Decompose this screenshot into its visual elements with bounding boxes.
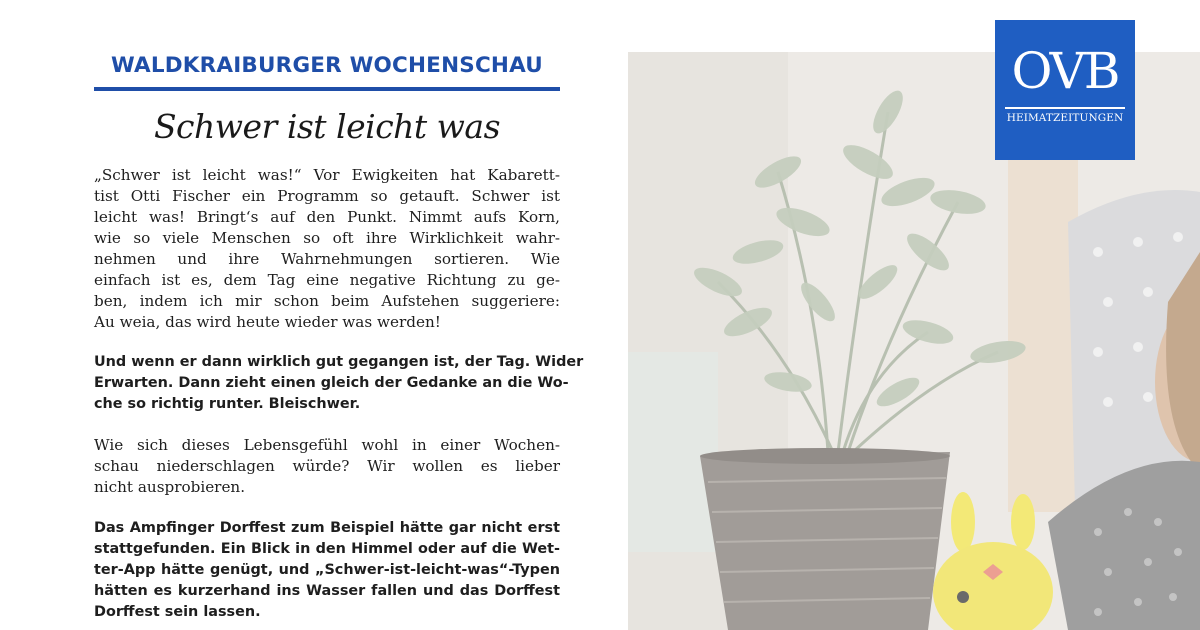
logo-subtitle: HEIMATZEITUNGEN — [1006, 112, 1124, 124]
text-line: nehmen und ihre Wahrnehmungen sortieren. Wie — [94, 250, 560, 268]
text-line: „Schwer ist leicht was!“ Vor Ewigkeiten hat Kabarett- — [94, 166, 560, 184]
text-line: wie so viele Menschen so oft ihre Wirklichkeit wahr- — [94, 229, 560, 247]
text-line: nicht ausprobieren. — [94, 478, 246, 496]
text-line: leicht was! Bringt‘s auf den Punkt. Nimmt aufs Korn, — [94, 208, 560, 226]
article-headline: Schwer ist leicht was — [153, 107, 501, 146]
text-line: Wie sich dieses Lebensgefühl wohl in einer Wochen- — [94, 436, 560, 454]
text-line: Erwarten. Dann zieht einen gleich der Gedanke an die Wo- — [94, 375, 569, 391]
ovb-logo — [995, 20, 1135, 160]
text-line: hätten es kurzerhand ins Wasser fallen und das Dorffest — [94, 583, 560, 599]
article-column — [94, 48, 584, 623]
text-line: ter-App hätte genügt, und „Schwer-ist-leicht-was“-Typen — [94, 562, 560, 578]
text-line: schau niederschlagen würde? Wir wollen es lieber — [94, 457, 560, 475]
paragraph-4 — [94, 518, 560, 623]
text-line: einfach ist es, dem Tag eine negative Richtung zu ge- — [94, 271, 560, 289]
paragraph-2 — [94, 352, 584, 415]
text-line: ben, indem ich mir schon beim Aufstehen suggeriere: — [94, 292, 560, 310]
paragraph-1 — [94, 165, 560, 333]
text-line: Dorffest sein lassen. — [94, 604, 261, 620]
paragraph-3 — [94, 435, 560, 498]
text-line: Das Ampfinger Dorffest zum Beispiel hätte gar nicht erst — [94, 520, 560, 536]
text-line: che so richtig runter. Bleischwer. — [94, 396, 361, 412]
text-line: stattgefunden. Ein Blick in den Himmel oder auf die Wet- — [94, 541, 560, 557]
logo-divider — [1005, 107, 1125, 109]
section-title: WALDKRAIBURGER WOCHENSCHAU — [94, 48, 560, 91]
text-line: Und wenn er dann wirklich gut gegangen ist, der Tag. Wider — [94, 354, 584, 370]
text-line: tist Otti Fischer ein Programm so getauft. Schwer ist — [94, 187, 560, 205]
text-line: Au weia, das wird heute wieder was werden! — [94, 313, 441, 331]
logo-wordmark: OVB — [1011, 42, 1119, 100]
